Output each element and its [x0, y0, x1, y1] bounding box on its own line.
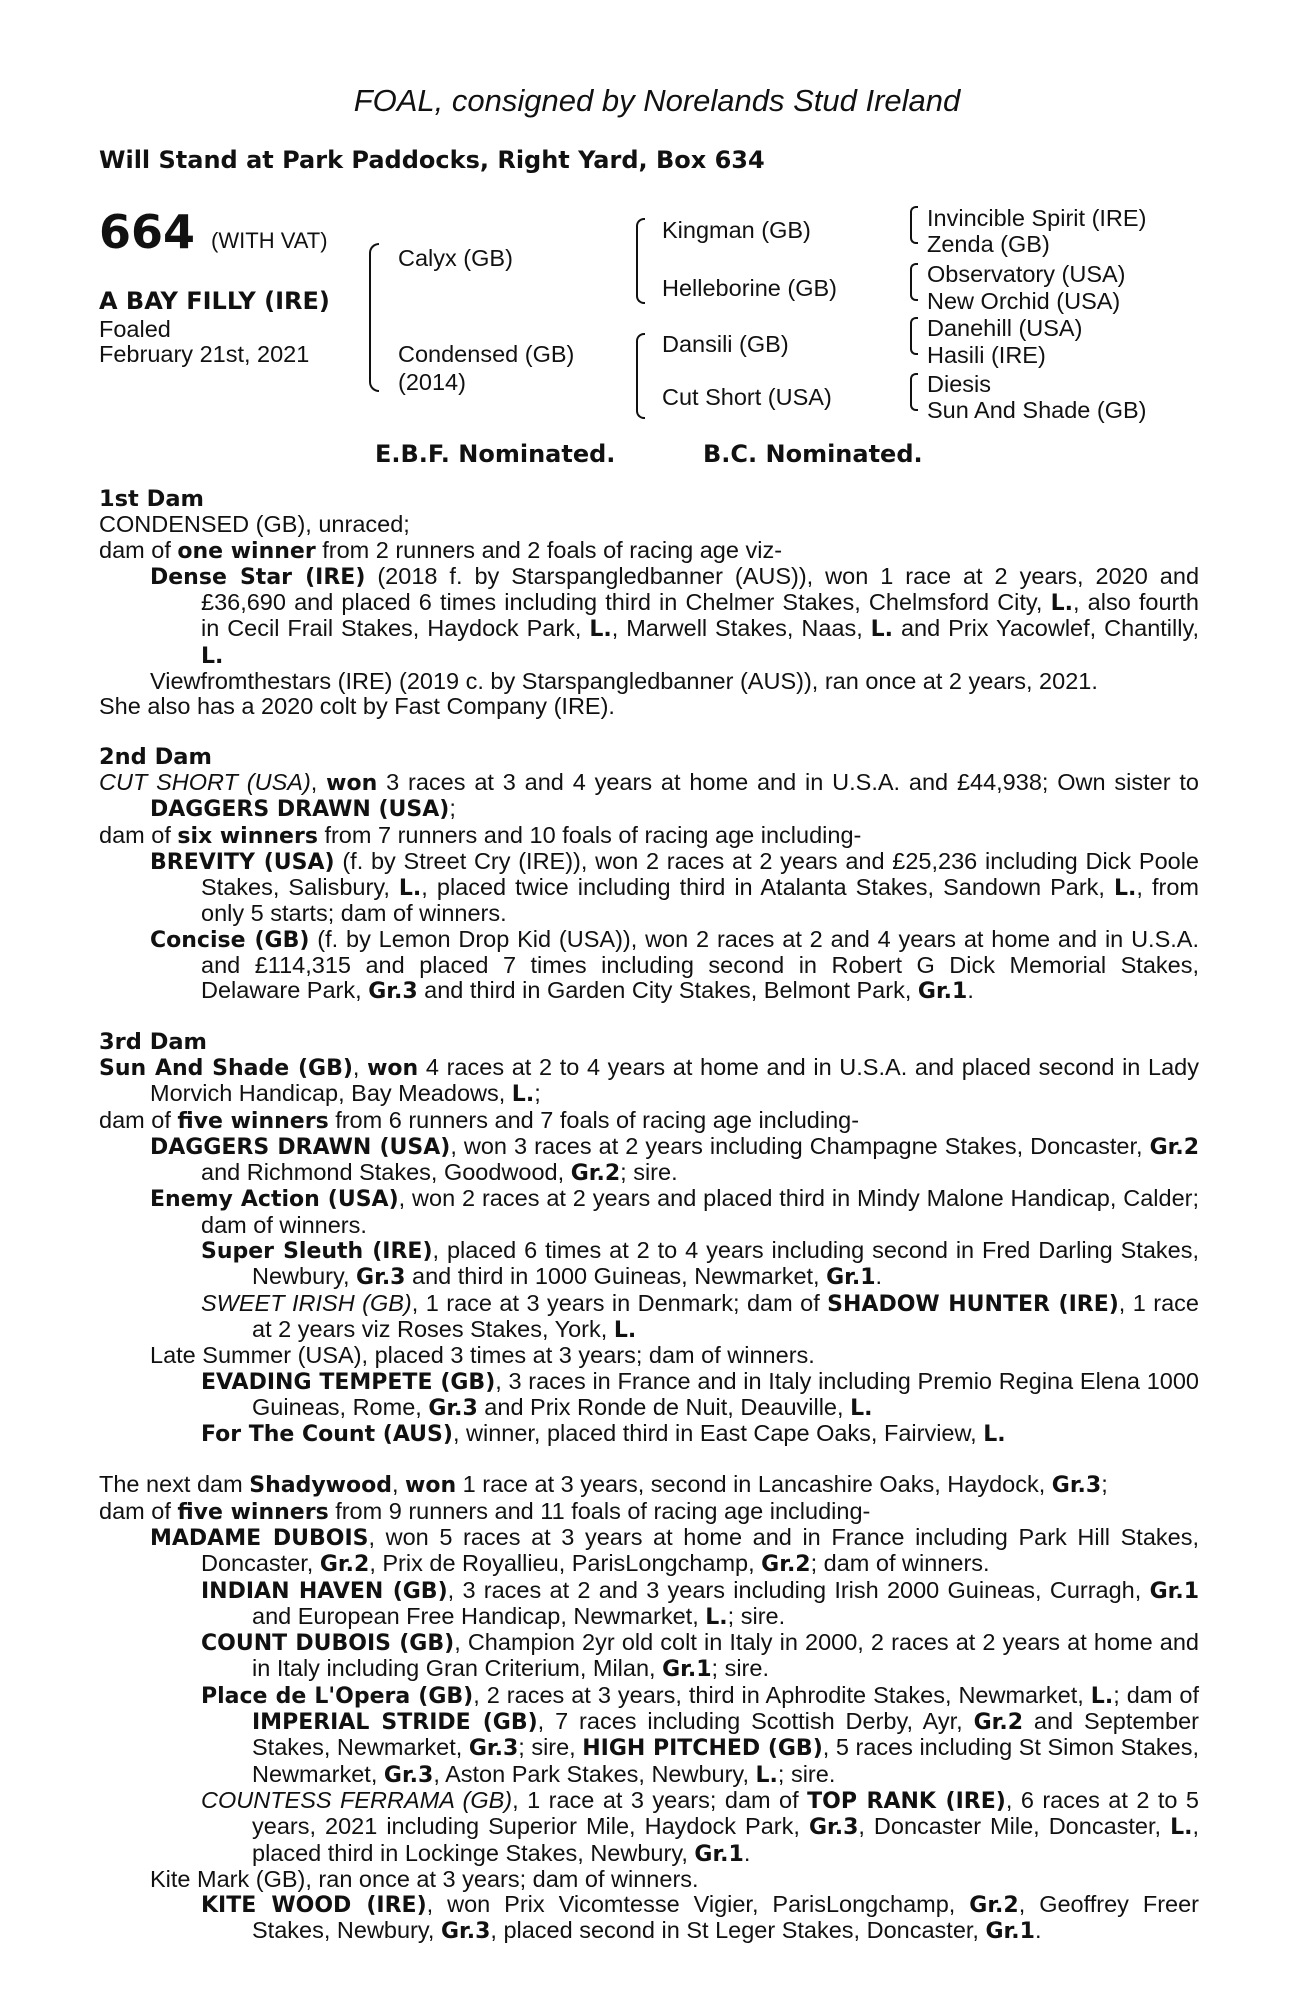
produce-entry: COUNTESS FERRAMA (GB), 1 race at 3 years; dam of TOP RANK (IRE), 6 races at 2 to 5 years, 2021 including Superior Mile, Haydock Park, Gr.3, Doncaster Mile, Doncaster, L., placed third in Lockinge Stakes, Newbury, Gr.1. — [201, 1786, 1199, 1867]
pedigree-dam: Condensed (GB) — [398, 341, 575, 367]
pedigree-g5: Danehill (USA) — [927, 315, 1083, 341]
produce-entry: For The Count (AUS), winner, placed third in East Cape Oaks, Fairview, L. — [201, 1420, 1006, 1448]
third-dam-heading: 3rd Dam — [99, 1028, 207, 1055]
pedigree-g4: New Orchid (USA) — [927, 288, 1121, 314]
produce-entry: Place de L'Opera (GB), 2 races at 3 years, third in Aphrodite Stakes, Newmarket, L.; dam of IMPERIAL STRIDE (GB), 7 races including Scottish Derby, Ayr, Gr.2 and September Stakes, Newmarket, Gr.3; sire, HIGH PITCHED (GB), 5 races including St Simon Stakes, Newmarket, Gr.3, Aston Park Stakes, Newbury, L.; sire. — [201, 1681, 1199, 1788]
produce-entry: Dense Star (IRE) (2018 f. by Starspangledbanner (AUS)), won 1 race at 2 years, 2020 and £36,690 and placed 6 times including third in Chelmer Stakes, Chelmsford City, L., also fourth in Cecil Frail Stakes, Haydock Park, L., Marwell Stakes, Naas, L. and Prix Yacowlef, Chantilly, L. — [150, 562, 1200, 669]
pedigree-sire-sire: Kingman (GB) — [662, 217, 811, 243]
pedigree-brace-sire — [636, 218, 645, 304]
pedigree-sire: Calyx (GB) — [398, 245, 513, 271]
foaled-label: Foaled — [99, 316, 171, 342]
pedigree-brace-g56 — [910, 317, 918, 355]
produce-entry: Kite Mark (GB), ran once at 3 years; dam of winners. — [150, 1865, 699, 1892]
produce-entry: Concise (GB) (f. by Lemon Drop Kid (USA)), won 2 races at 2 and 4 years at home and in U.S.A. and £114,315 and placed 7 times including second in Robert G Dick Memorial Stakes, Delaware Park, Gr.3 and third in Garden City Stakes, Belmont Park, Gr.1. — [150, 925, 1199, 1005]
pedigree-brace-g78 — [910, 373, 918, 411]
pedigree-brace-dam — [636, 333, 645, 419]
pedigree-brace-parents — [369, 243, 379, 392]
consignor-line: FOAL, consigned by Norelands Stud Ireland — [353, 83, 961, 118]
pedigree-sire-dam: Helleborine (GB) — [662, 275, 838, 301]
first-dam-heading: 1st Dam — [99, 486, 204, 512]
pedigree-brace-g12 — [910, 206, 918, 244]
produce-entry: Late Summer (USA), placed 3 times at 3 years; dam of winners. — [150, 1342, 815, 1369]
dam-produce-summary: dam of six winners from 7 runners and 10 foals of racing age including- — [99, 821, 862, 849]
pedigree-dam-dam: Cut Short (USA) — [662, 384, 832, 410]
foaled-date: February 21st, 2021 — [99, 341, 310, 367]
produce-entry: SWEET IRISH (GB), 1 race at 3 years in Denmark; dam of SHADOW HUNTER (IRE), 1 race at 2 years viz Roses Stakes, York, L. — [201, 1289, 1199, 1343]
dam-record: Sun And Shade (GB), won 4 races at 2 to 4 years at home and in U.S.A. and placed second in Lady Morvich Handicap, Bay Meadows, L.; — [99, 1053, 1199, 1108]
lot-number: 664 — [99, 205, 196, 259]
pedigree-g3: Observatory (USA) — [927, 261, 1126, 287]
lot-number-line — [99, 205, 328, 268]
pedigree-g8: Sun And Shade (GB) — [927, 397, 1147, 423]
produce-entry: BREVITY (USA) (f. by Street Cry (IRE)), won 2 races at 2 years and £25,236 including Dick Poole Stakes, Salisbury, L., placed twice including third in Atalanta Stakes, Sandown Park, L., from only 5 starts; dam of winners. — [150, 847, 1200, 927]
pedigree-g7: Diesis — [927, 371, 991, 397]
produce-entry: INDIAN HAVEN (GB), 3 races at 2 and 3 years including Irish 2000 Guineas, Curragh, Gr.1 and European Free Handicap, Newmarket, L.; sire. — [201, 1576, 1199, 1630]
dam-record: CONDENSED (GB), unraced; — [99, 511, 410, 538]
next-dam-record: The next dam Shadywood, won 1 race at 3 years, second in Lancashire Oaks, Haydock, Gr.3; — [99, 1471, 1108, 1499]
pedigree-g1: Invincible Spirit (IRE) — [927, 205, 1147, 231]
dam-produce-summary: dam of one winner from 2 runners and 2 foals of racing age viz- — [99, 536, 783, 564]
produce-entry: MADAME DUBOIS, won 5 races at 3 years at home and in France including Park Hill Stakes, Doncaster, Gr.2, Prix de Royallieu, ParisLongchamp, Gr.2; dam of winners. — [150, 1523, 1199, 1578]
produce-note: She also has a 2020 colt by Fast Company (IRE). — [99, 693, 615, 720]
produce-entry: Enemy Action (USA), won 2 races at 2 years and placed third in Mindy Malone Handicap, Calder; dam of winners. — [150, 1185, 1199, 1238]
bc-nomination: B.C. Nominated. — [703, 440, 923, 468]
pedigree-g2: Zenda (GB) — [927, 231, 1050, 257]
dam-produce-summary: dam of five winners from 9 runners and 11 foals of racing age including- — [99, 1497, 871, 1525]
horse-name: A BAY FILLY (IRE) — [99, 287, 330, 315]
catalogue-body — [99, 487, 1199, 1945]
vat-label: (WITH VAT) — [211, 228, 328, 253]
second-dam-heading: 2nd Dam — [99, 743, 212, 770]
ebf-nomination: E.B.F. Nominated. — [375, 440, 616, 468]
pedigree-dam-year: (2014) — [398, 369, 466, 395]
produce-entry: Viewfromthestars (IRE) (2019 c. by Starspangledbanner (AUS)), ran once at 2 years, 2021. — [150, 668, 1098, 695]
pedigree-g6: Hasili (IRE) — [927, 342, 1046, 368]
produce-entry: EVADING TEMPETE (GB), 3 races in France and in Italy including Premio Regina Elena 1000 Guineas, Rome, Gr.3 and Prix Ronde de Nuit, Deauville, L. — [201, 1367, 1199, 1421]
produce-entry: COUNT DUBOIS (GB), Champion 2yr old colt in Italy in 2000, 2 races at 2 years at home and in Italy including Gran Criterium, Milan, Gr.1; sire. — [201, 1629, 1199, 1683]
stand-location: Will Stand at Park Paddocks, Right Yard, Box 634 — [99, 146, 765, 174]
produce-entry: KITE WOOD (IRE), won Prix Vicomtesse Vigier, ParisLongchamp, Gr.2, Geoffrey Freer Stakes, Newbury, Gr.3, placed second in St Leger Stakes, Doncaster, Gr.1. — [201, 1891, 1199, 1945]
pedigree-dam-sire: Dansili (GB) — [662, 331, 789, 357]
produce-entry: DAGGERS DRAWN (USA), won 3 races at 2 years including Champagne Stakes, Doncaster, Gr.2 and Richmond Stakes, Goodwood, Gr.2; sire. — [150, 1132, 1199, 1187]
dam-record: CUT SHORT (USA), won 3 races at 3 and 4 years at home and in U.S.A. and £44,938; Own sister to DAGGERS DRAWN (USA); — [99, 768, 1200, 823]
pedigree-brace-g34 — [910, 263, 918, 301]
produce-entry: Super Sleuth (IRE), placed 6 times at 2 to 4 years including second in Fred Darling Stakes, Newbury, Gr.3 and third in 1000 Guineas, Newmarket, Gr.1. — [201, 1237, 1199, 1291]
dam-produce-summary: dam of five winners from 6 runners and 7 foals of racing age including- — [99, 1106, 860, 1134]
